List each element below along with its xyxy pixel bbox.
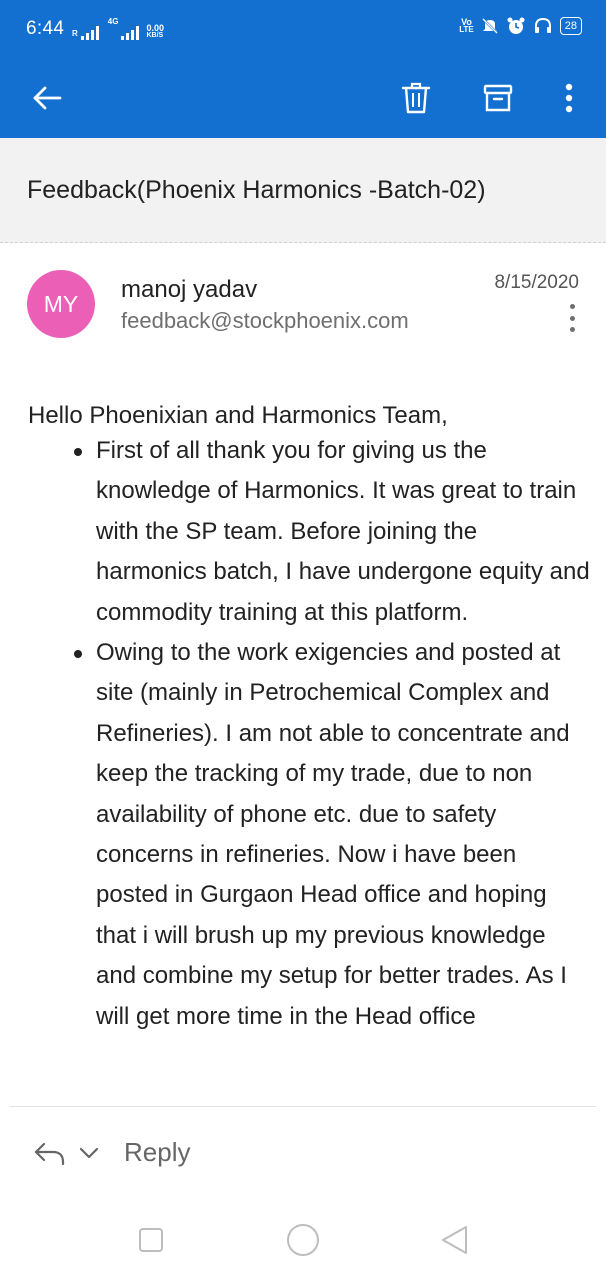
status-right-group — [459, 16, 582, 36]
roaming-label: R — [72, 29, 78, 38]
alarm-icon — [506, 16, 526, 36]
reply-icon[interactable] — [33, 1140, 67, 1168]
avatar[interactable]: MY — [27, 270, 95, 338]
data-speed — [146, 24, 164, 40]
volte-top: Vo — [461, 17, 472, 27]
email-date: 8/15/2020 — [494, 272, 579, 293]
email-bullet-list — [72, 431, 592, 1037]
email-subject: Feedback(Phoenix Harmonics -Batch-02) — [27, 176, 486, 204]
email-body[interactable] — [0, 384, 606, 1106]
signal-icon-2 — [121, 26, 139, 40]
app-bar — [0, 58, 606, 138]
signal-icon — [81, 26, 99, 40]
trash-icon[interactable] — [390, 72, 442, 124]
circle-icon[interactable] — [286, 1223, 320, 1257]
list-item: First of all thank you for giving us the knowledge of Harmonics. It was great to train with the SP team. Before joining the harmonics batch, I have undergone equity and commodity training at this platform. — [72, 431, 592, 633]
volte-bottom: LTE — [459, 25, 474, 34]
sender-email: feedback@stockphoenix.com — [121, 308, 409, 333]
speed-value: 0.00 — [146, 23, 164, 33]
status-bar — [0, 0, 606, 58]
status-time: 6:44 — [26, 18, 65, 39]
sender-name: manoj yadav — [121, 276, 258, 303]
chevron-down-icon[interactable] — [78, 1145, 100, 1161]
volte-icon — [459, 18, 474, 34]
reply-button[interactable]: Reply — [124, 1137, 191, 1167]
subject-bar — [0, 138, 606, 243]
network-4g-label: 4G — [107, 17, 119, 26]
list-item: Owing to the work exigencies and posted at site (mainly in Petrochemical Complex and Refineries). I am not able to concentrate and keep the tracking of my trade, due to non availability of phone etc. due to safety concerns in refineries. Now i have been posted in Gurgaon Head office and hoping that i will brush up my previous knowledge and combine my setup for better trades. As I will get more time in the Head office — [72, 633, 592, 1037]
status-network-group — [72, 18, 164, 40]
speed-unit: KB/S — [146, 32, 164, 39]
headset-icon — [533, 16, 553, 36]
archive-icon[interactable] — [472, 72, 524, 124]
message-more-icon[interactable] — [560, 300, 584, 336]
arrow-left-icon[interactable] — [21, 72, 73, 124]
battery-indicator: 28 — [560, 17, 582, 35]
mute-icon — [481, 17, 499, 35]
sender-header[interactable] — [0, 244, 606, 364]
square-icon[interactable] — [134, 1223, 168, 1257]
system-nav-bar — [0, 1199, 606, 1280]
email-greeting: Hello Phoenixian and Harmonics Team, — [28, 402, 448, 429]
triangle-back-icon[interactable] — [437, 1223, 471, 1257]
more-vertical-icon[interactable] — [543, 72, 595, 124]
reply-bar — [0, 1107, 606, 1199]
